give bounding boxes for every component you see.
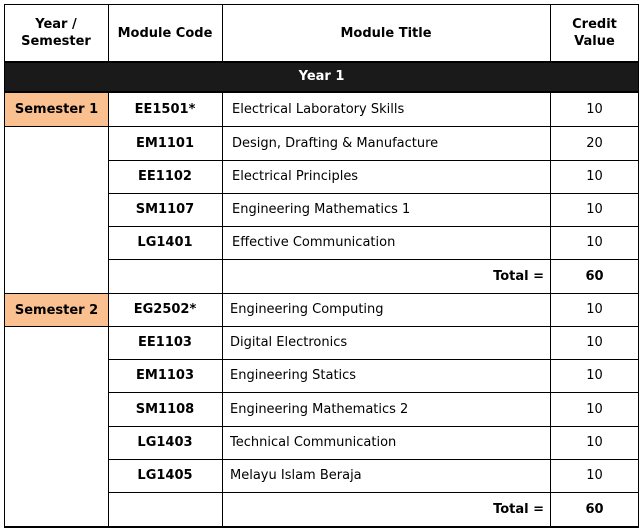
grid-line (108, 392, 639, 393)
grid-line (550, 4, 551, 62)
grid-line (108, 160, 639, 161)
module-code: EM1103 (136, 368, 194, 383)
module-credit: 10 (586, 401, 603, 417)
total-value: 60 (585, 502, 604, 517)
module-title: Electrical Principles (232, 169, 359, 184)
module-code: EE1103 (138, 335, 192, 350)
total-label: Total = (493, 502, 544, 517)
module-title: Digital Electronics (230, 335, 348, 350)
header-credit-value: Credit Value (572, 17, 617, 49)
module-title: Technical Communication (230, 435, 397, 450)
total-value: 60 (585, 269, 604, 284)
module-code: EM1101 (136, 136, 194, 151)
module-title: Engineering Computing (230, 302, 384, 317)
header-module-code: Module Code (117, 25, 213, 41)
module-credit: 10 (586, 468, 603, 483)
module-code: LG1401 (137, 235, 193, 250)
module-credit: 10 (586, 202, 603, 217)
header-module-title: Module Title (340, 25, 432, 41)
module-credit: 10 (586, 169, 603, 184)
module-credit: 10 (586, 302, 603, 317)
semester-1-label: Semester 1 (5, 93, 108, 126)
module-title: Effective Communication (232, 235, 396, 250)
grid-line (108, 92, 109, 528)
module-code: SM1108 (135, 401, 195, 417)
module-code: EG2502* (133, 302, 197, 317)
grid-line (550, 92, 551, 528)
module-code: EE1102 (138, 169, 192, 184)
grid-line (222, 4, 223, 62)
year-row: Year 1 (4, 62, 639, 91)
module-title: Design, Drafting & Manufacture (232, 136, 439, 151)
module-title: Engineering Mathematics 1 (232, 202, 411, 217)
total-label: Total = (493, 269, 544, 284)
module-code: EE1501* (134, 102, 196, 117)
grid-line (108, 459, 639, 460)
grid-line (108, 359, 639, 360)
module-code: LG1403 (137, 435, 193, 450)
header-year-semester: Year / Semester (21, 17, 91, 49)
module-code: SM1107 (135, 202, 195, 217)
module-title: Electrical Laboratory Skills (232, 102, 405, 117)
grid-line (4, 4, 5, 528)
module-title: Engineering Statics (230, 368, 357, 383)
grid-line (4, 326, 639, 327)
grid-line (108, 4, 109, 62)
grid-line (108, 226, 639, 227)
module-credit: 20 (586, 136, 603, 151)
grid-line (4, 61, 639, 63)
grid-line (108, 426, 639, 427)
grid-line (222, 92, 223, 528)
grid-line (108, 259, 639, 260)
grid-line (108, 492, 639, 493)
grid-line (108, 193, 639, 194)
module-code: LG1405 (137, 468, 193, 483)
grid-line (638, 4, 639, 528)
semester-2-label: Semester 2 (5, 294, 108, 326)
module-title: Melayu Islam Beraja (230, 468, 362, 483)
grid-line (4, 91, 639, 93)
module-credit: 10 (586, 235, 603, 250)
module-credit: 10 (586, 368, 603, 383)
grid-line (4, 526, 639, 528)
grid-line (4, 4, 639, 5)
grid-line (4, 126, 639, 127)
module-credit: 10 (586, 102, 603, 117)
module-credit: 10 (586, 335, 603, 350)
module-title: Engineering Mathematics 2 (230, 401, 409, 417)
module-credit: 10 (586, 435, 603, 450)
grid-line (4, 293, 639, 294)
